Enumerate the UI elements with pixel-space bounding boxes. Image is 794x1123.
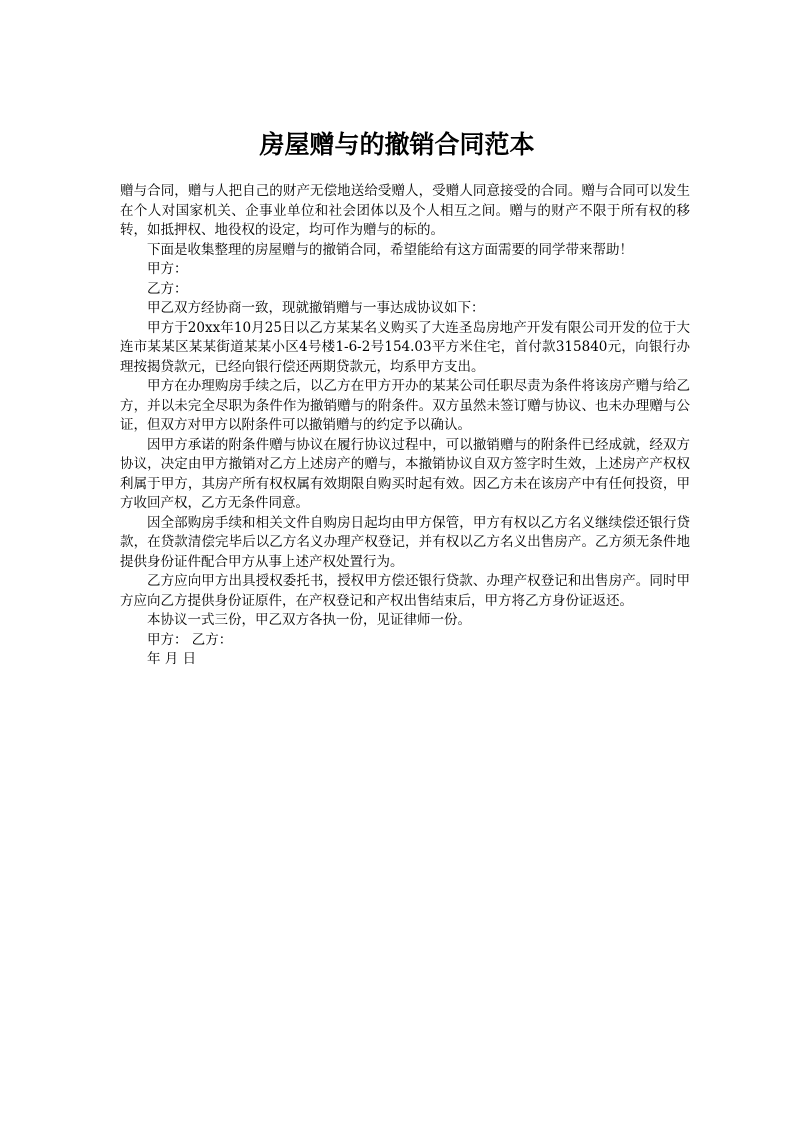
paragraph: 甲乙双方经协商一致，现就撤销赠与一事达成协议如下：: [147, 300, 485, 316]
paragraph: 本协议一式三份，甲乙双方各执一份，见证律师一份。: [147, 612, 471, 628]
party-b-line: 乙方：: [147, 280, 188, 297]
paragraph: 因全部购房手续和相关文件自购房日起均由甲方保管，甲方有权以乙方名义继续偿还银行贷款，在贷款清偿完毕后以乙方名义办理产权登记，并有权以乙方名义出售房产。乙方须无条件地提供身份证件配合甲方从事上述产权处置行为。: [120, 514, 690, 570]
paragraph: 乙方应向甲方出具授权委托书，授权甲方偿还银行贷款、办理产权登记和出售房产。同时甲方应向乙方提供身份证原件，在产权登记和产权出售结束后，甲方将乙方身份证返还。: [120, 573, 690, 609]
signature-line: 甲方： 乙方：: [147, 631, 233, 648]
intro-paragraph: 赠与合同，赠与人把自己的财产无偿地送给受赠人，受赠人同意接受的合同。赠与合同可以发生在个人对国家机关、企事业单位和社会团体以及个人相互之间。赠与的财产不限于所有权的移转，如抵押权、地役权的设定，均可作为赠与的标的。: [120, 183, 690, 238]
document-body: [120, 182, 690, 670]
paragraph: 下面是收集整理的房屋赠与的撤销合同，希望能给有这方面需要的同学带来帮助！: [147, 241, 633, 258]
paragraph: 甲方于20xx年10月25日以乙方某某名义购买了大连圣岛房地产开发有限公司开发的位于大连市某某区某某街道某某小区4号楼1-6-2号154.03平方米住宅，首付款315840元，向银行办理按揭贷款元，已经向银行偿还两期贷款元，均系甲方支出。: [120, 319, 690, 375]
paragraph: 甲方在办理购房手续之后，以乙方在甲方开办的某某公司任职尽责为条件将该房产赠与给乙方，并以未完全尽职为条件作为撤销赠与的附条件。双方虽然未签订赠与协议、也未办理赠与公证，但双方对甲方以附条件可以撤销赠与的约定予以确认。: [120, 378, 690, 433]
date-line: 年 月 日: [147, 651, 197, 667]
paragraph: 因甲方承诺的附条件赠与协议在履行协议过程中，可以撤销赠与的附条件已经成就，经双方协议，决定由甲方撤销对乙方上述房产的赠与，本撤销协议自双方签字时生效，上述房产产权权利属于甲方，其房产所有权权属有效期限自购买时起有效。因乙方未在该房产中有任何投资，甲方收回产权，乙方无条件同意。: [120, 436, 690, 511]
party-a-line: 甲方：: [147, 261, 188, 277]
document-title: 房屋赠与的撤销合同范本: [259, 130, 535, 159]
